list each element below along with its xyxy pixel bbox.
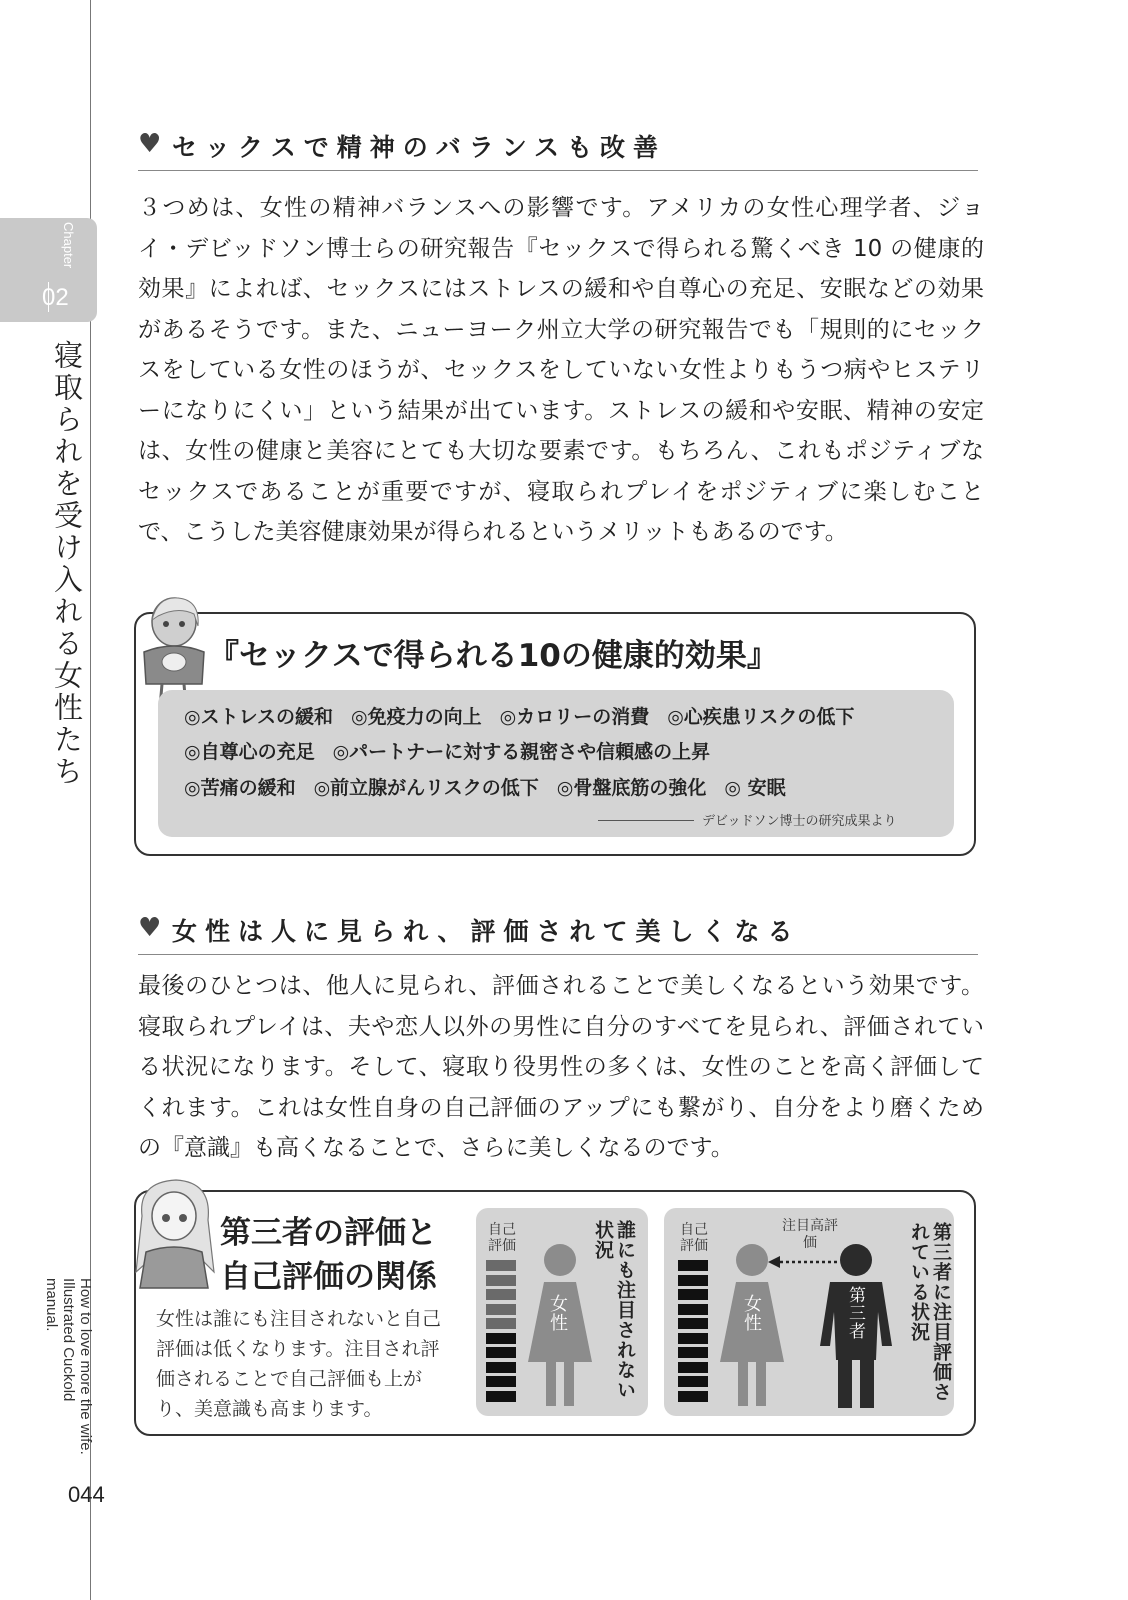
section-heading-text: 女性は人に見られ、評価されて美しくなる [172,917,801,946]
heart-icon: ♥ [138,913,162,943]
meter-segment [486,1333,516,1344]
meter-label: 自己評価 [488,1222,516,1254]
section-heading [138,908,978,955]
situation-label: 第三者に注目評価されている状況 [908,1222,952,1402]
meter-segment [486,1289,516,1300]
effect-item: ◎前立腺がんリスクの低下 [313,777,539,799]
effects-row [184,737,728,764]
effect-item: ◎心疾患リスクの低下 [667,706,855,728]
meter-segment [486,1347,516,1358]
meter-segment [678,1304,708,1315]
effect-item: ◎免疫力の向上 [351,706,482,728]
effect-item: ◎パートナーに対する親密さや信頼感の上昇 [332,741,711,763]
self-evaluation-meter [678,1260,712,1408]
book-title: How to love more the wife. Illustrated Cuckold manual. [43,1278,94,1455]
meter-segment [486,1275,516,1286]
meter-segment [486,1304,516,1315]
girl-illustration-icon [128,1176,220,1294]
meter-segment [678,1391,708,1402]
figure-label: 女性 [547,1294,568,1332]
source-rule [598,820,694,821]
chapter-number: 02 [42,284,69,311]
meter-segment [486,1260,516,1271]
effect-item: ◎ストレスの緩和 [184,706,334,728]
meter-label: 自己評価 [680,1222,708,1254]
effects-row [184,702,872,729]
heart-icon: ♥ [138,129,162,159]
meter-segment [678,1318,708,1329]
meter-segment [678,1376,708,1387]
meter-segment [678,1260,708,1271]
body-paragraph: ３つめは、女性の精神バランスへの影響です。アメリカの女性心理学者、ジョイ・デビッドソン博士らの研究報告『セックスで得られる驚くべき 10 の健康的効果』によれば、セックスにはストレスの緩和や自尊心の充足、安眠などの効果があるそうです。また、ニューヨーク州立大学の研究報告でも「規則的にセックスをしている女性のほうが、セックスをしていない女性よりもうつ病やヒステリーになりにくい」という結果が出ています。ストレスの緩和や安眠、精神の安定は、女性の健康と美容にとても大切な要素です。もちろん、これもポジティブなセックスであることが重要ですが、寝取られプレイをポジティブに楽しむことで、こうした美容健康効果が得られるというメリットもあるのです。 [138,195,984,545]
meter-segment [678,1275,708,1286]
section-heading-text: セックスで精神のバランスも改善 [172,133,667,162]
meter-segment [678,1347,708,1358]
meter-segment [486,1318,516,1329]
chapter-title: 寝取られを受け入れる女性たち [50,340,84,788]
third-party-label: 第三者 [845,1286,865,1340]
evaluation-description: 女性は誰にも注目されないと自己評価は低くなります。注目され評価されることで自己評価も上がり、美意識も高まります。 [156,1308,442,1420]
meter-segment [486,1376,516,1387]
body-paragraph: 最後のひとつは、他人に見られ、評価されることで美しくなるという効果です。寝取られプレイは、夫や恋人以外の男性に自分のすべてを見られ、評価されている状況になります。そして、寝取り役男性の多くは、女性のことを高く評価してくれます。これは女性自身の自己評価のアップにも繋がり、自分をより磨くための『意識』も高くなることで、さらに美しくなるのです。 [138,973,984,1161]
effects-row [184,773,804,800]
meter-segment [486,1362,516,1373]
evaluation-box-title: 第三者の評価と [220,1215,437,1251]
section-heading [138,124,978,171]
page-number: 044 [68,1482,105,1507]
effect-item: ◎苦痛の緩和 [184,777,296,799]
self-evaluation-meter [486,1260,520,1408]
figure-label: 女性 [741,1294,762,1332]
effects-box-title: 『セックスで得られる10の健康的効果』 [208,638,778,674]
effect-item: ◎骨盤底筋の強化 [556,777,707,799]
effect-item: ◎カロリーの消費 [499,706,650,728]
meter-segment [486,1391,516,1402]
meter-segment [678,1333,708,1344]
meter-segment [678,1289,708,1300]
chapter-word: Chapter [61,222,76,269]
effect-item: ◎ 安眠 [724,777,786,799]
effect-item: ◎自尊心の充足 [184,741,315,763]
evaluation-box-title: 自己評価の関係 [220,1259,437,1295]
situation-label: 誰にも注目されない状況 [592,1220,636,1400]
meter-segment [678,1362,708,1373]
source-note: デビッドソン博士の研究成果より [702,814,897,829]
arrow-label: 注目高評価 [782,1218,838,1251]
